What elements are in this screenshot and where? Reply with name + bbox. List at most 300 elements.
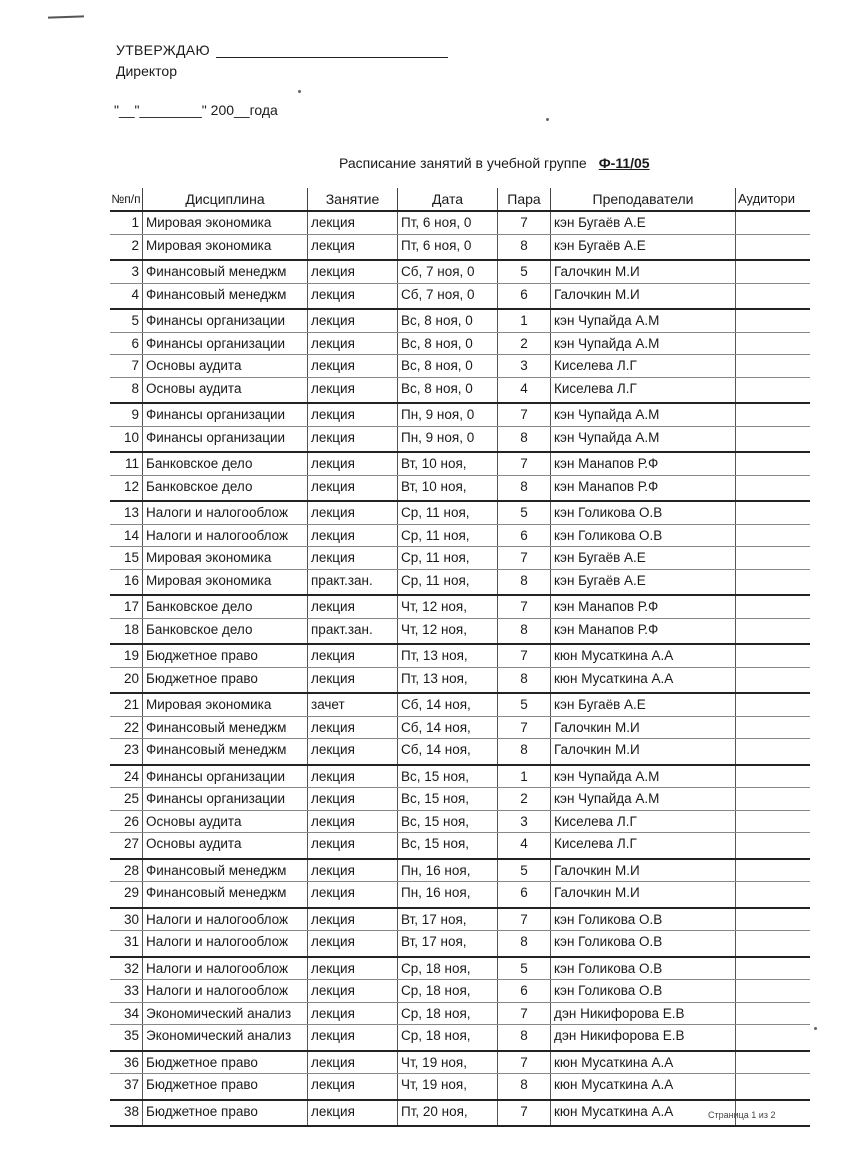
cell-room xyxy=(736,882,806,907)
cell-pair: 8 xyxy=(498,668,551,693)
cell-number: 18 xyxy=(110,619,143,644)
cell-date: Ср, 18 ноя, xyxy=(398,980,498,1002)
cell-class-type: лекция xyxy=(308,1003,398,1025)
cell-number: 27 xyxy=(110,833,143,858)
header-room: Аудитори xyxy=(738,191,795,206)
table-row xyxy=(110,261,810,284)
header-class-type: Занятие xyxy=(308,188,398,210)
cell-number: 6 xyxy=(110,333,143,355)
cell-class-type: лекция xyxy=(308,1101,398,1126)
cell-date: Ср, 18 ноя, xyxy=(398,958,498,980)
cell-room xyxy=(736,717,806,739)
cell-date: Вс, 8 ноя, 0 xyxy=(398,355,498,377)
header-discipline: Дисциплина xyxy=(143,188,308,210)
cell-room xyxy=(736,284,806,309)
table-row xyxy=(110,235,810,262)
cell-class-type: лекция xyxy=(308,502,398,524)
cell-teacher: кэн Чупайда А.М xyxy=(551,788,736,810)
cell-discipline: Мировая экономика xyxy=(143,547,308,569)
table-row xyxy=(110,645,810,668)
cell-number: 24 xyxy=(110,766,143,788)
cell-room xyxy=(736,1003,806,1025)
cell-date: Вт, 10 ноя, xyxy=(398,453,498,475)
table-header xyxy=(110,188,810,212)
cell-teacher: кэн Чупайда А.М xyxy=(551,427,736,452)
cell-number: 14 xyxy=(110,525,143,547)
table-row xyxy=(110,1052,810,1075)
table-row xyxy=(110,739,810,766)
cell-room xyxy=(736,547,806,569)
table-row xyxy=(110,694,810,717)
cell-room xyxy=(736,570,806,595)
cell-teacher: кюн Мусаткина А.А xyxy=(551,1074,736,1099)
table-row xyxy=(110,860,810,883)
table-row xyxy=(110,404,810,427)
table-row xyxy=(110,547,810,570)
cell-number: 21 xyxy=(110,694,143,716)
cell-room xyxy=(736,476,806,501)
cell-room xyxy=(736,694,806,716)
cell-teacher: кэн Голикова О.В xyxy=(551,502,736,524)
cell-discipline: Финансовый менеджм xyxy=(143,284,308,309)
header-teachers: Преподаватели xyxy=(551,188,736,210)
cell-discipline: Экономический анализ xyxy=(143,1025,308,1050)
table-row xyxy=(110,619,810,646)
cell-class-type: лекция xyxy=(308,811,398,833)
cell-pair: 5 xyxy=(498,860,551,882)
cell-date: Сб, 7 ноя, 0 xyxy=(398,284,498,309)
table-row xyxy=(110,766,810,789)
cell-pair: 7 xyxy=(498,717,551,739)
cell-date: Сб, 14 ноя, xyxy=(398,694,498,716)
table-row xyxy=(110,958,810,981)
cell-number: 33 xyxy=(110,980,143,1002)
table-row xyxy=(110,378,810,405)
cell-class-type: лекция xyxy=(308,958,398,980)
cell-pair: 2 xyxy=(498,333,551,355)
cell-pair: 7 xyxy=(498,596,551,618)
cell-room xyxy=(736,833,806,858)
cell-room xyxy=(736,355,806,377)
table-row xyxy=(110,355,810,378)
cell-class-type: лекция xyxy=(308,404,398,426)
approval-role: Директор xyxy=(116,63,177,79)
cell-class-type: лекция xyxy=(308,766,398,788)
cell-date: Вс, 8 ноя, 0 xyxy=(398,333,498,355)
cell-number: 29 xyxy=(110,882,143,907)
cell-teacher: кэн Бугаёв А.Е xyxy=(551,694,736,716)
title-text: Расписание занятий в учебной группе xyxy=(339,155,587,171)
cell-teacher: кюн Мусаткина А.А xyxy=(551,645,736,667)
table-row xyxy=(110,570,810,597)
cell-pair: 7 xyxy=(498,453,551,475)
cell-class-type: лекция xyxy=(308,378,398,403)
cell-class-type: лекция xyxy=(308,212,398,234)
cell-date: Пт, 13 ноя, xyxy=(398,668,498,693)
cell-discipline: Основы аудита xyxy=(143,811,308,833)
table-row xyxy=(110,525,810,548)
cell-class-type: лекция xyxy=(308,739,398,764)
cell-room xyxy=(736,261,806,283)
cell-discipline: Мировая экономика xyxy=(143,212,308,234)
cell-discipline: Основы аудита xyxy=(143,378,308,403)
cell-pair: 8 xyxy=(498,427,551,452)
cell-number: 1 xyxy=(110,212,143,234)
cell-room xyxy=(736,860,806,882)
table-row xyxy=(110,811,810,834)
cell-pair: 7 xyxy=(498,404,551,426)
cell-number: 9 xyxy=(110,404,143,426)
cell-number: 23 xyxy=(110,739,143,764)
cell-number: 10 xyxy=(110,427,143,452)
cell-discipline: Основы аудита xyxy=(143,833,308,858)
cell-class-type: лекция xyxy=(308,1052,398,1074)
approval-date-line: "__"________" 200__года xyxy=(114,102,278,118)
cell-discipline: Налоги и налогооблож xyxy=(143,525,308,547)
cell-number: 4 xyxy=(110,284,143,309)
cell-room xyxy=(736,525,806,547)
cell-room xyxy=(736,235,806,260)
cell-class-type: лекция xyxy=(308,668,398,693)
cell-number: 25 xyxy=(110,788,143,810)
cell-number: 35 xyxy=(110,1025,143,1050)
cell-teacher: кэн Голикова О.В xyxy=(551,980,736,1002)
cell-discipline: Бюджетное право xyxy=(143,1074,308,1099)
header-number: №п/п xyxy=(110,188,143,210)
cell-number: 34 xyxy=(110,1003,143,1025)
table-row xyxy=(110,1101,810,1128)
cell-teacher: кюн Мусаткина А.А xyxy=(551,1052,736,1074)
cell-pair: 8 xyxy=(498,476,551,501)
cell-number: 12 xyxy=(110,476,143,501)
cell-class-type: лекция xyxy=(308,476,398,501)
cell-date: Ср, 18 ноя, xyxy=(398,1025,498,1050)
cell-discipline: Налоги и налогооблож xyxy=(143,931,308,956)
cell-teacher: кюн Мусаткина А.А xyxy=(551,1101,736,1126)
cell-date: Пт, 13 ноя, xyxy=(398,645,498,667)
cell-discipline: Финансы организации xyxy=(143,333,308,355)
cell-room xyxy=(736,931,806,956)
table-row xyxy=(110,788,810,811)
cell-discipline: Финансы организации xyxy=(143,766,308,788)
cell-class-type: лекция xyxy=(308,453,398,475)
cell-date: Пт, 20 ноя, xyxy=(398,1101,498,1126)
table-row xyxy=(110,284,810,311)
cell-room xyxy=(736,404,806,426)
cell-pair: 7 xyxy=(498,1052,551,1074)
cell-number: 37 xyxy=(110,1074,143,1099)
cell-teacher: кэн Чупайда А.М xyxy=(551,766,736,788)
cell-teacher: кэн Манапов Р.Ф xyxy=(551,476,736,501)
cell-discipline: Бюджетное право xyxy=(143,668,308,693)
cell-class-type: лекция xyxy=(308,596,398,618)
cell-teacher: кэн Голикова О.В xyxy=(551,525,736,547)
cell-discipline: Экономический анализ xyxy=(143,1003,308,1025)
cell-discipline: Мировая экономика xyxy=(143,694,308,716)
cell-pair: 7 xyxy=(498,645,551,667)
cell-date: Ср, 11 ноя, xyxy=(398,502,498,524)
table-row xyxy=(110,668,810,695)
scan-mark xyxy=(48,15,84,18)
cell-discipline: Банковское дело xyxy=(143,596,308,618)
cell-date: Чт, 12 ноя, xyxy=(398,596,498,618)
cell-date: Сб, 7 ноя, 0 xyxy=(398,261,498,283)
cell-teacher: Галочкин М.И xyxy=(551,739,736,764)
scan-speck xyxy=(546,118,549,121)
cell-date: Пн, 9 ноя, 0 xyxy=(398,404,498,426)
table-body xyxy=(110,212,810,1127)
cell-discipline: Мировая экономика xyxy=(143,235,308,260)
cell-date: Ср, 11 ноя, xyxy=(398,570,498,595)
cell-teacher: кэн Бугаёв А.Е xyxy=(551,547,736,569)
cell-room xyxy=(736,766,806,788)
cell-number: 17 xyxy=(110,596,143,618)
cell-teacher: кэн Бугаёв А.Е xyxy=(551,212,736,234)
cell-class-type: лекция xyxy=(308,284,398,309)
cell-number: 32 xyxy=(110,958,143,980)
cell-pair: 7 xyxy=(498,547,551,569)
cell-class-type: лекция xyxy=(308,355,398,377)
cell-teacher: кэн Бугаёв А.Е xyxy=(551,570,736,595)
cell-teacher: кэн Чупайда А.М xyxy=(551,333,736,355)
cell-number: 36 xyxy=(110,1052,143,1074)
cell-pair: 1 xyxy=(498,766,551,788)
cell-date: Сб, 14 ноя, xyxy=(398,717,498,739)
cell-discipline: Финансы организации xyxy=(143,404,308,426)
cell-discipline: Бюджетное право xyxy=(143,1052,308,1074)
cell-date: Пт, 6 ноя, 0 xyxy=(398,212,498,234)
cell-number: 28 xyxy=(110,860,143,882)
cell-discipline: Финансовый менеджм xyxy=(143,882,308,907)
cell-date: Вс, 8 ноя, 0 xyxy=(398,310,498,332)
cell-discipline: Финансы организации xyxy=(143,427,308,452)
cell-date: Вс, 8 ноя, 0 xyxy=(398,378,498,403)
cell-pair: 4 xyxy=(498,833,551,858)
cell-room xyxy=(736,1052,806,1074)
cell-teacher: кэн Голикова О.В xyxy=(551,909,736,931)
cell-number: 16 xyxy=(110,570,143,595)
cell-teacher: Галочкин М.И xyxy=(551,261,736,283)
table-row xyxy=(110,931,810,958)
cell-pair: 3 xyxy=(498,355,551,377)
cell-class-type: лекция xyxy=(308,717,398,739)
cell-room xyxy=(736,909,806,931)
cell-date: Вт, 17 ноя, xyxy=(398,909,498,931)
table-row xyxy=(110,502,810,525)
cell-discipline: Финансы организации xyxy=(143,310,308,332)
cell-pair: 5 xyxy=(498,958,551,980)
cell-class-type: лекция xyxy=(308,882,398,907)
cell-class-type: лекция xyxy=(308,788,398,810)
cell-room xyxy=(736,811,806,833)
cell-date: Ср, 11 ноя, xyxy=(398,525,498,547)
cell-date: Вт, 10 ноя, xyxy=(398,476,498,501)
page-title xyxy=(339,155,650,171)
cell-teacher: кэн Чупайда А.М xyxy=(551,310,736,332)
cell-class-type: лекция xyxy=(308,645,398,667)
cell-pair: 7 xyxy=(498,909,551,931)
scan-speck xyxy=(814,1027,817,1030)
cell-discipline: Налоги и налогооблож xyxy=(143,502,308,524)
cell-discipline: Мировая экономика xyxy=(143,570,308,595)
cell-room xyxy=(736,453,806,475)
cell-teacher: кюн Мусаткина А.А xyxy=(551,668,736,693)
cell-teacher: дэн Никифорова Е.В xyxy=(551,1003,736,1025)
cell-class-type: лекция xyxy=(308,261,398,283)
cell-teacher: кэн Манапов Р.Ф xyxy=(551,453,736,475)
cell-pair: 5 xyxy=(498,694,551,716)
cell-class-type: лекция xyxy=(308,427,398,452)
cell-date: Пн, 9 ноя, 0 xyxy=(398,427,498,452)
cell-class-type: зачет xyxy=(308,694,398,716)
cell-pair: 7 xyxy=(498,212,551,234)
cell-teacher: Галочкин М.И xyxy=(551,284,736,309)
cell-teacher: кэн Бугаёв А.Е xyxy=(551,235,736,260)
cell-room xyxy=(736,596,806,618)
cell-class-type: лекция xyxy=(308,860,398,882)
cell-pair: 8 xyxy=(498,1025,551,1050)
table-row xyxy=(110,833,810,860)
table-row xyxy=(110,596,810,619)
cell-room xyxy=(736,619,806,644)
schedule-table xyxy=(110,188,810,1127)
cell-pair: 5 xyxy=(498,502,551,524)
cell-pair: 8 xyxy=(498,931,551,956)
cell-discipline: Налоги и налогооблож xyxy=(143,980,308,1002)
cell-room xyxy=(736,212,806,234)
cell-teacher: Киселева Л.Г xyxy=(551,833,736,858)
cell-number: 13 xyxy=(110,502,143,524)
cell-date: Сб, 14 ноя, xyxy=(398,739,498,764)
cell-date: Вс, 15 ноя, xyxy=(398,788,498,810)
header-date: Дата xyxy=(398,188,498,210)
table-row xyxy=(110,1074,810,1101)
cell-number: 20 xyxy=(110,668,143,693)
table-row xyxy=(110,453,810,476)
cell-discipline: Налоги и налогооблож xyxy=(143,909,308,931)
cell-pair: 5 xyxy=(498,261,551,283)
cell-pair: 8 xyxy=(498,570,551,595)
cell-room xyxy=(736,378,806,403)
cell-class-type: практ.зан. xyxy=(308,619,398,644)
cell-discipline: Банковское дело xyxy=(143,619,308,644)
cell-pair: 1 xyxy=(498,310,551,332)
header-pair: Пара xyxy=(498,188,551,210)
cell-pair: 8 xyxy=(498,1074,551,1099)
cell-number: 26 xyxy=(110,811,143,833)
cell-discipline: Финансы организации xyxy=(143,788,308,810)
approval-block xyxy=(116,42,448,58)
cell-number: 30 xyxy=(110,909,143,931)
cell-number: 11 xyxy=(110,453,143,475)
cell-date: Ср, 18 ноя, xyxy=(398,1003,498,1025)
cell-room xyxy=(736,333,806,355)
table-row xyxy=(110,980,810,1003)
cell-class-type: практ.зан. xyxy=(308,570,398,595)
cell-room xyxy=(736,427,806,452)
cell-discipline: Банковское дело xyxy=(143,476,308,501)
table-row xyxy=(110,1003,810,1026)
table-row xyxy=(110,476,810,503)
cell-number: 3 xyxy=(110,261,143,283)
cell-teacher: Галочкин М.И xyxy=(551,717,736,739)
cell-class-type: лекция xyxy=(308,547,398,569)
cell-teacher: кэн Чупайда А.М xyxy=(551,404,736,426)
cell-discipline: Финансовый менеджм xyxy=(143,717,308,739)
cell-teacher: дэн Никифорова Е.В xyxy=(551,1025,736,1050)
cell-room xyxy=(736,980,806,1002)
cell-number: 2 xyxy=(110,235,143,260)
table-row xyxy=(110,909,810,932)
cell-teacher: кэн Манапов Р.Ф xyxy=(551,619,736,644)
cell-teacher: Галочкин М.И xyxy=(551,882,736,907)
table-row xyxy=(110,427,810,454)
cell-pair: 4 xyxy=(498,378,551,403)
cell-class-type: лекция xyxy=(308,980,398,1002)
cell-pair: 6 xyxy=(498,882,551,907)
cell-date: Пн, 16 ноя, xyxy=(398,860,498,882)
cell-pair: 6 xyxy=(498,980,551,1002)
cell-date: Вс, 15 ноя, xyxy=(398,766,498,788)
cell-class-type: лекция xyxy=(308,310,398,332)
cell-class-type: лекция xyxy=(308,931,398,956)
table-row xyxy=(110,882,810,909)
group-code: Ф-11/05 xyxy=(598,155,650,171)
cell-date: Вс, 15 ноя, xyxy=(398,833,498,858)
cell-discipline: Бюджетное право xyxy=(143,645,308,667)
cell-discipline: Основы аудита xyxy=(143,355,308,377)
cell-date: Вт, 17 ноя, xyxy=(398,931,498,956)
cell-number: 19 xyxy=(110,645,143,667)
cell-pair: 2 xyxy=(498,788,551,810)
cell-pair: 6 xyxy=(498,525,551,547)
cell-teacher: Галочкин М.И xyxy=(551,860,736,882)
cell-class-type: лекция xyxy=(308,1074,398,1099)
cell-date: Чт, 19 ноя, xyxy=(398,1074,498,1099)
cell-date: Чт, 19 ноя, xyxy=(398,1052,498,1074)
table-row xyxy=(110,212,810,235)
cell-number: 8 xyxy=(110,378,143,403)
table-row xyxy=(110,333,810,356)
cell-teacher: Киселева Л.Г xyxy=(551,811,736,833)
cell-class-type: лекция xyxy=(308,1025,398,1050)
cell-discipline: Налоги и налогооблож xyxy=(143,958,308,980)
cell-room xyxy=(736,739,806,764)
cell-pair: 7 xyxy=(498,1003,551,1025)
cell-number: 31 xyxy=(110,931,143,956)
approval-label: УТВЕРЖДАЮ xyxy=(116,42,210,58)
cell-date: Вс, 15 ноя, xyxy=(398,811,498,833)
cell-class-type: лекция xyxy=(308,909,398,931)
signature-line xyxy=(216,43,448,58)
cell-discipline: Бюджетное право xyxy=(143,1101,308,1126)
cell-class-type: лекция xyxy=(308,235,398,260)
table-row xyxy=(110,717,810,740)
cell-class-type: лекция xyxy=(308,525,398,547)
cell-date: Пт, 6 ноя, 0 xyxy=(398,235,498,260)
cell-teacher: Киселева Л.Г xyxy=(551,355,736,377)
cell-room xyxy=(736,1025,806,1050)
cell-discipline: Финансовый менеджм xyxy=(143,739,308,764)
cell-pair: 3 xyxy=(498,811,551,833)
cell-number: 15 xyxy=(110,547,143,569)
cell-pair: 8 xyxy=(498,739,551,764)
table-row xyxy=(110,310,810,333)
cell-number: 7 xyxy=(110,355,143,377)
cell-teacher: кэн Голикова О.В xyxy=(551,958,736,980)
cell-room xyxy=(736,1074,806,1099)
cell-number: 22 xyxy=(110,717,143,739)
